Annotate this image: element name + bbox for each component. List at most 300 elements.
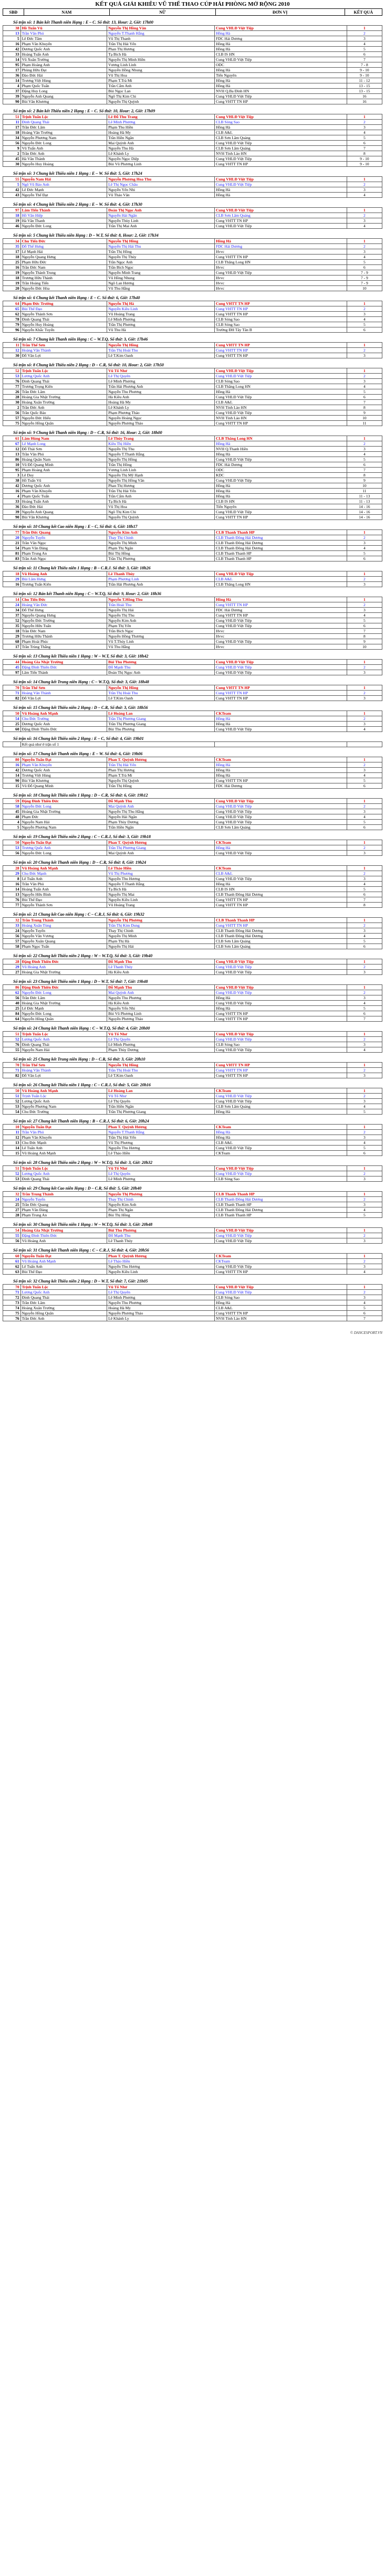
cell-ket-qua: 3 xyxy=(347,608,382,613)
table-row xyxy=(3,322,382,327)
cell-don-vi: CLB A&L xyxy=(214,400,347,405)
cell-don-vi: Hồng Hà xyxy=(214,31,347,36)
cell-sbd: 20 xyxy=(3,535,21,540)
cell-sbd: 21 xyxy=(3,540,21,546)
cell-don-vi: Hồng Hà xyxy=(214,452,347,457)
table-row xyxy=(3,1037,382,1042)
cell-sbd: 44 xyxy=(3,660,21,665)
cell-don-vi: Hồng Hà xyxy=(214,494,347,499)
result-section xyxy=(3,705,382,732)
cell-nu: Vũ Hoàng Trang xyxy=(107,903,215,908)
table-row xyxy=(3,670,382,675)
cell-nam: Lê Duy xyxy=(20,473,107,478)
cell-sbd: 45 xyxy=(3,156,21,162)
table-row xyxy=(3,1264,382,1269)
table-row xyxy=(3,1192,382,1197)
cell-don-vi: Cung VHTT TN HP xyxy=(214,897,347,903)
cell-nam: Nguyễn Nam Hải xyxy=(20,177,107,182)
cell-ket-qua: 3 xyxy=(347,379,382,384)
cell-nu: Nguyễn Thị Minh xyxy=(107,934,215,939)
cell-nam: Phạm Văn Đàng xyxy=(20,1207,107,1213)
table-row xyxy=(3,851,382,856)
result-table xyxy=(3,1253,382,1275)
cell-nam: Phùng Hữu Đạt xyxy=(20,68,107,73)
cell-don-vi: Cung VHTT TN HP xyxy=(214,1016,347,1022)
cell-ket-qua: 7 xyxy=(347,468,382,473)
cell-nam: Lê Mạnh Hải xyxy=(20,249,107,255)
table-row xyxy=(3,1269,382,1275)
cell-sbd: 54 xyxy=(3,716,21,722)
table-row xyxy=(3,546,382,551)
result-section xyxy=(3,1082,382,1115)
cell-sbd: 35 xyxy=(3,623,21,629)
cell-ket-qua: 2 xyxy=(347,120,382,125)
cell-don-vi: CLB Thanh Thanh HP xyxy=(214,1213,347,1218)
cell-don-vi: CLB Thanh Đông Hải Dương xyxy=(214,928,347,934)
result-section xyxy=(3,19,382,104)
table-row xyxy=(3,436,382,441)
table-row xyxy=(3,597,382,602)
cell-don-vi: CLB Thanh Thanh HP xyxy=(214,551,347,556)
cell-don-vi: CKTeam xyxy=(214,1151,347,1156)
cell-ket-qua: 6 xyxy=(347,141,382,146)
cell-sbd: 60 xyxy=(3,727,21,732)
cell-nam: Trần Anh Ngọc xyxy=(20,556,107,561)
cell-nam: Trịnh Tuấn Lộc xyxy=(20,1166,107,1171)
table-row xyxy=(3,68,382,73)
cell-nu: Bùi Thu Phương xyxy=(107,1228,215,1233)
cell-ket-qua: 7 - 9 xyxy=(347,275,382,281)
cell-don-vi: Cung VHLĐ Việt Tiệp xyxy=(214,959,347,964)
cell-ket-qua: 1 xyxy=(347,1285,382,1290)
cell-sbd: 52 xyxy=(3,1099,21,1104)
cell-ket-qua: 5 xyxy=(347,1109,382,1115)
cell-sbd: 36 xyxy=(3,73,21,78)
cell-ket-qua: 5 xyxy=(347,135,382,141)
cell-sbd: 25 xyxy=(3,1006,21,1011)
cell-sbd: 71 xyxy=(3,691,21,696)
cell-don-vi: Hồng Hà xyxy=(214,239,347,244)
cell-nam: Trần Đức Lâm xyxy=(20,1300,107,1306)
cell-sbd: 55 xyxy=(3,177,21,182)
cell-sbd: 42 xyxy=(3,47,21,52)
cell-ket-qua: 4 xyxy=(347,41,382,47)
table-row xyxy=(3,62,382,68)
cell-nu: Nguyễn Minh Trang xyxy=(107,270,215,275)
result-table xyxy=(3,917,382,949)
table-row xyxy=(3,348,382,353)
cell-ket-qua: 3 xyxy=(347,670,382,675)
cell-don-vi: CKTeam xyxy=(214,1254,347,1259)
cell-sbd: 77 xyxy=(3,530,21,535)
section-title: Số trận số: 7 Chung kết Thanh niên Hạng : C – W.T.Q, Số thứ: 3, Giờ: 17h46 xyxy=(13,337,148,342)
table-row xyxy=(3,1099,382,1104)
cell-nu: Hoàng Hà My xyxy=(107,130,215,135)
cell-ket-qua: 1 xyxy=(347,301,382,306)
cell-ket-qua: 1 xyxy=(347,1063,382,1068)
table-row xyxy=(3,768,382,773)
result-section xyxy=(3,1185,382,1218)
cell-sbd: 2 xyxy=(3,151,21,156)
cell-ket-qua: 1 xyxy=(347,1088,382,1094)
cell-don-vi: Cung VHLĐ Việt Tiệp xyxy=(214,510,347,515)
cell-ket-qua: 2 xyxy=(347,374,382,379)
cell-don-vi: CLB Thăng Long HN xyxy=(214,384,347,389)
cell-sbd: 11 xyxy=(3,343,21,348)
result-table xyxy=(3,597,382,650)
cell-nam: Đinh Quang Thái xyxy=(20,379,107,384)
cell-don-vi: Cung VHLĐ Việt Tiệp xyxy=(214,820,347,825)
cell-ket-qua: 4 xyxy=(347,1001,382,1006)
section-title: Số trận số: 1 Bán kết Thanh niên Hạng : E – C. Số thứ: 13, Hour: 2, Giờ: 17h00 xyxy=(13,20,153,25)
table-row xyxy=(3,301,382,306)
section-title: Số trận số: 17 Chung kết Thanh niên Hạng : E – W. Số thứ: 6, Giờ: 19h06 xyxy=(13,751,143,756)
cell-nam: Trần Đức Quang xyxy=(20,1202,107,1207)
cell-don-vi: CLB Sóng Sao xyxy=(214,322,347,327)
cell-don-vi: Hồng Hà xyxy=(214,1135,347,1140)
cell-don-vi: CLB Sơn Lâm Quảng xyxy=(214,213,347,218)
cell-ket-qua: 14 - 16 xyxy=(347,504,382,510)
cell-sbd: 86 xyxy=(3,457,21,462)
cell-nu: Nguyễn Thị Quỳnh xyxy=(107,515,215,520)
section-title: Số trận số: 25 Chung kết Trung niên Hạng : D – C.R, Số thứ: 3, Giờ: 20h10 xyxy=(13,1057,145,1062)
table-row xyxy=(3,623,382,629)
cell-ket-qua: 3 xyxy=(347,1042,382,1047)
cell-nu: Trần Thị Mai Anh xyxy=(107,224,215,229)
cell-sbd: 28 xyxy=(3,959,21,964)
result-table xyxy=(3,342,382,358)
cell-ket-qua: 10 xyxy=(347,416,382,421)
table-row xyxy=(3,582,382,587)
table-row xyxy=(3,1135,382,1140)
cell-nam: Trương Tuấn Kiên xyxy=(20,582,107,587)
table-row xyxy=(3,711,382,716)
result-section xyxy=(3,653,382,675)
cell-ket-qua: 8 xyxy=(347,151,382,156)
cell-nu: Nguyễn T.Thanh Hằng xyxy=(107,882,215,887)
cell-sbd: 59 xyxy=(3,799,21,804)
cell-don-vi: CLB IS HN xyxy=(214,887,347,892)
table-row xyxy=(3,187,382,193)
cell-nu: Nguyễn Thị Hải xyxy=(107,944,215,949)
table-row xyxy=(3,1290,382,1295)
result-table xyxy=(3,1031,382,1053)
table-row xyxy=(3,151,382,156)
cell-don-vi: NVH Tỉnh Lào HN xyxy=(214,405,347,410)
table-row xyxy=(3,944,382,949)
cell-nu: Ngô Lan Hương xyxy=(107,281,215,286)
cell-nu: Trần Cẩm Anh xyxy=(107,83,215,89)
cell-nam: Bùi Thế Đạo xyxy=(20,306,107,312)
cell-don-vi: Cung VHLĐ Việt Tiệp xyxy=(214,1285,347,1290)
cell-nam: Hoàng Văn Đức xyxy=(20,602,107,608)
cell-sbd: 28 xyxy=(3,395,21,400)
cell-sbd: 10 xyxy=(3,1125,21,1130)
result-table xyxy=(3,207,382,229)
cell-nam: Vũ Hoàng Anh xyxy=(20,571,107,577)
cell-nam: Trần Trung Thành xyxy=(20,918,107,923)
cell-nam: Trần Quốc Bảo xyxy=(20,410,107,416)
cell-nam: Trần Hoàng Tiến xyxy=(20,281,107,286)
cell-don-vi: Hồng Hà xyxy=(214,1300,347,1306)
cell-nu: Lê Thanh Thúy xyxy=(107,1238,215,1244)
table-row xyxy=(3,840,382,845)
cell-nam: Phạm Hoài Phúc xyxy=(20,639,107,644)
table-row xyxy=(3,489,382,494)
cell-sbd: 52 xyxy=(3,618,21,623)
cell-nam: Dương Quốc Anh xyxy=(20,768,107,773)
table-row xyxy=(3,696,382,701)
cell-nu: Vương Linh Linh xyxy=(107,468,215,473)
cell-nu: Trần Thị Phương Giang xyxy=(107,1109,215,1115)
cell-sbd: 71 xyxy=(3,1290,21,1295)
result-table xyxy=(3,959,382,975)
cell-ket-qua: 1 xyxy=(347,571,382,577)
cell-don-vi: Cung VHLĐ Việt Tiệp xyxy=(214,1233,347,1238)
table-row xyxy=(3,882,382,887)
cell-sbd: 24 xyxy=(3,602,21,608)
table-row xyxy=(3,405,382,410)
table-row xyxy=(3,317,382,322)
section-title: Số trận số: 5 Chung kết Thiếu niên Hạng : D – W.T, Số thứ: 8, Hour: 2, Giờ: 17h34 xyxy=(13,233,159,238)
cell-nam: Nguyễn Quang Hưng xyxy=(20,613,107,618)
cell-nu: Phan T. Quỳnh Hương xyxy=(107,840,215,845)
cell-ket-qua: 4 xyxy=(347,1104,382,1109)
cell-sbd: 16 xyxy=(3,582,21,587)
cell-ket-qua: 2 xyxy=(347,964,382,970)
cell-nam: Trần Đức Nam xyxy=(20,265,107,270)
cell-nu: Hoàng Hà My xyxy=(107,1306,215,1311)
cell-don-vi: Cung VHLĐ Việt Tiệp xyxy=(214,182,347,187)
result-section xyxy=(3,953,382,975)
cell-nam: Kết quả như ở trận số 1 xyxy=(20,742,107,747)
section-title: Số trận số: 8 Chung kết Thiếu niên 2 Hạng : D – C.R, Số thứ: 10, Hour: 2, Giờ: 17h50 xyxy=(13,363,164,367)
cell-sbd: 18 xyxy=(3,629,21,634)
cell-don-vi: CLB Sơn Lâm Quảng xyxy=(214,1104,347,1109)
table-row xyxy=(3,504,382,510)
cell-nam: Vũ Hoàng Anh xyxy=(20,964,107,970)
result-table xyxy=(3,1191,382,1218)
cell-ket-qua: 6 xyxy=(347,783,382,789)
cell-nam: Lâm Hùng Nam xyxy=(20,436,107,441)
table-row xyxy=(3,312,382,317)
cell-nu: Tạ Bích Hà xyxy=(107,887,215,892)
cell-ket-qua: 2 xyxy=(347,923,382,928)
cell-nam: Đặng Đình Thiên Đức xyxy=(20,799,107,804)
cell-don-vi: CLB Sóng Sao xyxy=(214,120,347,125)
cell-nu: Đỗ Mạnh Thu xyxy=(107,799,215,804)
cell-nu: Trần Thị Phương xyxy=(107,556,215,561)
cell-nu: Nguyễn Kim Anh xyxy=(107,1202,215,1207)
cell-don-vi: Cung VHLĐ Việt Tiệp xyxy=(214,660,347,665)
cell-don-vi: Cung VHTT TN HP xyxy=(214,306,347,312)
cell-nam: Đặng Đình Thiên Đức xyxy=(20,985,107,990)
cell-nam: Nguyễn Hồng Quân xyxy=(20,1311,107,1316)
cell-nu: Lê Minh Phương xyxy=(107,120,215,125)
cell-ket-qua: 3 xyxy=(347,696,382,701)
cell-nu: Vũ T.Thúy Linh xyxy=(107,639,215,644)
cell-nu: Lê Thị Quyên xyxy=(107,374,215,379)
cell-nam: Phạm Trung An xyxy=(20,551,107,556)
cell-sbd: 33 xyxy=(3,923,21,928)
cell-nam: Ngô Vũ Bảo Anh xyxy=(20,182,107,187)
cell-don-vi: Cung VHLĐ Việt Tiệp xyxy=(214,665,347,670)
table-row xyxy=(3,94,382,99)
table-row xyxy=(3,722,382,727)
cell-nam: Trần Đức Lâm xyxy=(20,389,107,395)
cell-ket-qua: 2 xyxy=(347,602,382,608)
table-row xyxy=(3,918,382,923)
cell-ket-qua: 7 xyxy=(347,897,382,903)
cell-don-vi: Hồng Hà xyxy=(214,389,347,395)
cell-nu: Trần Thị Phương xyxy=(107,322,215,327)
table-row xyxy=(3,447,382,452)
cell-nu: Vũ Tố Như xyxy=(107,368,215,374)
cell-ket-qua: 2 xyxy=(347,244,382,249)
cell-don-vi: CLB Thanh Thanh HP xyxy=(214,918,347,923)
cell-nam: Hoàng Xuân Trường xyxy=(20,1306,107,1311)
cell-sbd: 29 xyxy=(3,577,21,582)
cell-ket-qua: 14 - 16 xyxy=(347,510,382,515)
cell-nam: Trương Việt Hùng xyxy=(20,773,107,778)
cell-ket-qua: 7 xyxy=(347,629,382,634)
cell-sbd: 16 xyxy=(3,489,21,494)
table-row xyxy=(3,1259,382,1264)
cell-nu: Trần Thị Hải Yến xyxy=(107,41,215,47)
cell-sbd: 16 xyxy=(3,265,21,270)
cell-sbd: 2 xyxy=(3,405,21,410)
cell-don-vi: Hồng Hà xyxy=(214,83,347,89)
result-section xyxy=(3,792,382,830)
cell-ket-qua: 3 xyxy=(347,353,382,358)
cell-nam: Vũ Hoàng Anh Mạnh xyxy=(20,1151,107,1156)
table-row xyxy=(3,379,382,384)
table-row xyxy=(3,939,382,944)
cell-ket-qua: 2 xyxy=(347,990,382,995)
cell-nu: Trần Thị Hải Yến xyxy=(107,762,215,768)
cell-sbd: 8 xyxy=(3,876,21,882)
section-title: Số trận số: 12 Bán kết Thanh niên Hạng : C – W.T.Q, Số thứ: 9, Hour: 2, Giờ: 18h36 xyxy=(13,591,161,596)
cell-nu: Lê Thùy Trang xyxy=(107,436,215,441)
cell-don-vi: Hvvc xyxy=(214,634,347,639)
cell-don-vi: Cung VHLĐ Việt Tiệp xyxy=(214,224,347,229)
cell-nam: Nguyễn Thành Trung xyxy=(20,270,107,275)
cell-sbd: 34 xyxy=(3,239,21,244)
section-title: Số trận số: 22 Chung kết Thiếu niên 2 Hạng : W – W.T.Q, Số thứ: 3, Giờ: 19h40 xyxy=(13,953,153,958)
table-row xyxy=(3,1166,382,1171)
cell-nam: Nguyễn Hữu Tuấn xyxy=(20,623,107,629)
cell-ket-qua: 2 xyxy=(347,762,382,768)
cell-ket-qua: 5 xyxy=(347,778,382,783)
table-row xyxy=(3,970,382,975)
cell-nu: Nguyễn Kim Anh xyxy=(107,530,215,535)
cell-nam: Nguyễn Phương Nam xyxy=(20,825,107,830)
table-row xyxy=(3,457,382,462)
cell-nu: Đoàn Thị Ngọc Anh xyxy=(107,208,215,213)
cell-don-vi: Hồng Hà xyxy=(214,882,347,887)
page-title: KẾT QUẢ GIẢI KHIÊU VŨ THỂ THAO CÚP HẢI PHÒNG MỞ RỘNG 2010 xyxy=(95,1,290,7)
table-row xyxy=(3,83,382,89)
cell-don-vi: Cung VHLĐ Việt Tiệp xyxy=(214,478,347,483)
cell-nu: Nguyễn Thu Hương xyxy=(107,1146,215,1151)
table-row xyxy=(3,239,382,244)
table-row xyxy=(3,639,382,644)
cell-ket-qua: 3 xyxy=(347,187,382,193)
cell-don-vi: Tiến Nguyên xyxy=(214,73,347,78)
cell-nam: Nguyễn Tuyến xyxy=(20,928,107,934)
cell-sbd: 52 xyxy=(3,1171,21,1176)
cell-don-vi: Cung VHLĐ Việt Tiệp xyxy=(214,727,347,732)
cell-nam: Hoàng Gia Nhật Trường xyxy=(20,1001,107,1006)
cell-don-vi: Tiến Nguyên xyxy=(214,504,347,510)
cell-ket-qua: 4 xyxy=(347,1269,382,1275)
section-title: Số trận số: 13 Chung kết Thiếu niên 1 Hạng : W – W.T, Số thứ: 3, Giờ: 18h42 xyxy=(13,654,149,659)
cell-nam: Nguyễn Đức Trường xyxy=(20,618,107,623)
cell-nam: Phạm Trung An xyxy=(20,1213,107,1218)
cell-nu: Đỗ Mạnh Thu xyxy=(107,985,215,990)
result-section xyxy=(3,979,382,1022)
section-title: Số trận số: 30 Chung kết Thiếu niên 1 Hạng : W – W.T.Q, Số thứ: 3, Giờ: 20h48 xyxy=(13,1222,153,1227)
cell-don-vi: Cung VHLĐ Việt Tiệp xyxy=(214,395,347,400)
cell-nu: Nguyễn Thùy Linh xyxy=(107,218,215,224)
cell-sbd: 30 xyxy=(3,162,21,167)
cell-nam: Chu Đức Trường xyxy=(20,716,107,722)
cell-sbd: 35 xyxy=(3,244,21,249)
cell-nam: Hoàng Văn Thành xyxy=(20,348,107,353)
cell-sbd: 37 xyxy=(3,89,21,94)
cell-sbd: 73 xyxy=(3,1300,21,1306)
cell-ket-qua: 6 xyxy=(347,825,382,830)
cell-don-vi: ODC xyxy=(214,468,347,473)
cell-nam: Nguyễn Đức Hòa xyxy=(20,286,107,291)
cell-sbd: 67 xyxy=(3,441,21,447)
cell-nam: Bùi Văn Khương xyxy=(20,778,107,783)
cell-sbd: 14 xyxy=(3,78,21,83)
cell-nam: Lương Quốc Anh xyxy=(20,1037,107,1042)
cell-ket-qua: 6 xyxy=(347,395,382,400)
cell-nam: Nguyễn Đức Long xyxy=(20,851,107,856)
cell-ket-qua: 2 xyxy=(347,1037,382,1042)
cell-ket-qua: 6 xyxy=(347,556,382,561)
cell-sbd: 58 xyxy=(3,804,21,809)
cell-ket-qua: 4 xyxy=(347,224,382,229)
cell-sbd: 50 xyxy=(3,840,21,845)
cell-don-vi: Cung VHLĐ Việt Tiệp xyxy=(214,670,347,675)
cell-sbd: 29 xyxy=(3,871,21,876)
cell-ket-qua: 3 xyxy=(347,876,382,882)
table-row xyxy=(3,665,382,670)
cell-don-vi: FDC Hải Dương xyxy=(214,36,347,41)
table-row xyxy=(3,804,382,809)
result-section xyxy=(3,1025,382,1053)
cell-ket-qua: 3 xyxy=(347,1135,382,1140)
result-section xyxy=(3,524,382,561)
cell-nam: Lê Đức Mạnh xyxy=(20,187,107,193)
table-row xyxy=(3,928,382,934)
cell-nam: Nguyễn Hữu Bình xyxy=(20,892,107,897)
cell-ket-qua: 3 xyxy=(347,312,382,317)
cell-don-vi: CLB Thanh Đông Hải Dương xyxy=(214,546,347,551)
cell-nu: Phạm Thùy Dương xyxy=(107,1047,215,1053)
table-row xyxy=(3,530,382,535)
cell-nu: Lê Minh Phương xyxy=(107,1176,215,1182)
cell-nu: Trần Thị Hoài Thu xyxy=(107,348,215,353)
cell-nam: Đỗ Thế Hưng xyxy=(20,244,107,249)
table-row xyxy=(3,556,382,561)
cell-sbd: 16 xyxy=(3,762,21,768)
cell-ket-qua: 8 xyxy=(347,903,382,908)
cell-nam: Phạm Đức Trường xyxy=(20,301,107,306)
